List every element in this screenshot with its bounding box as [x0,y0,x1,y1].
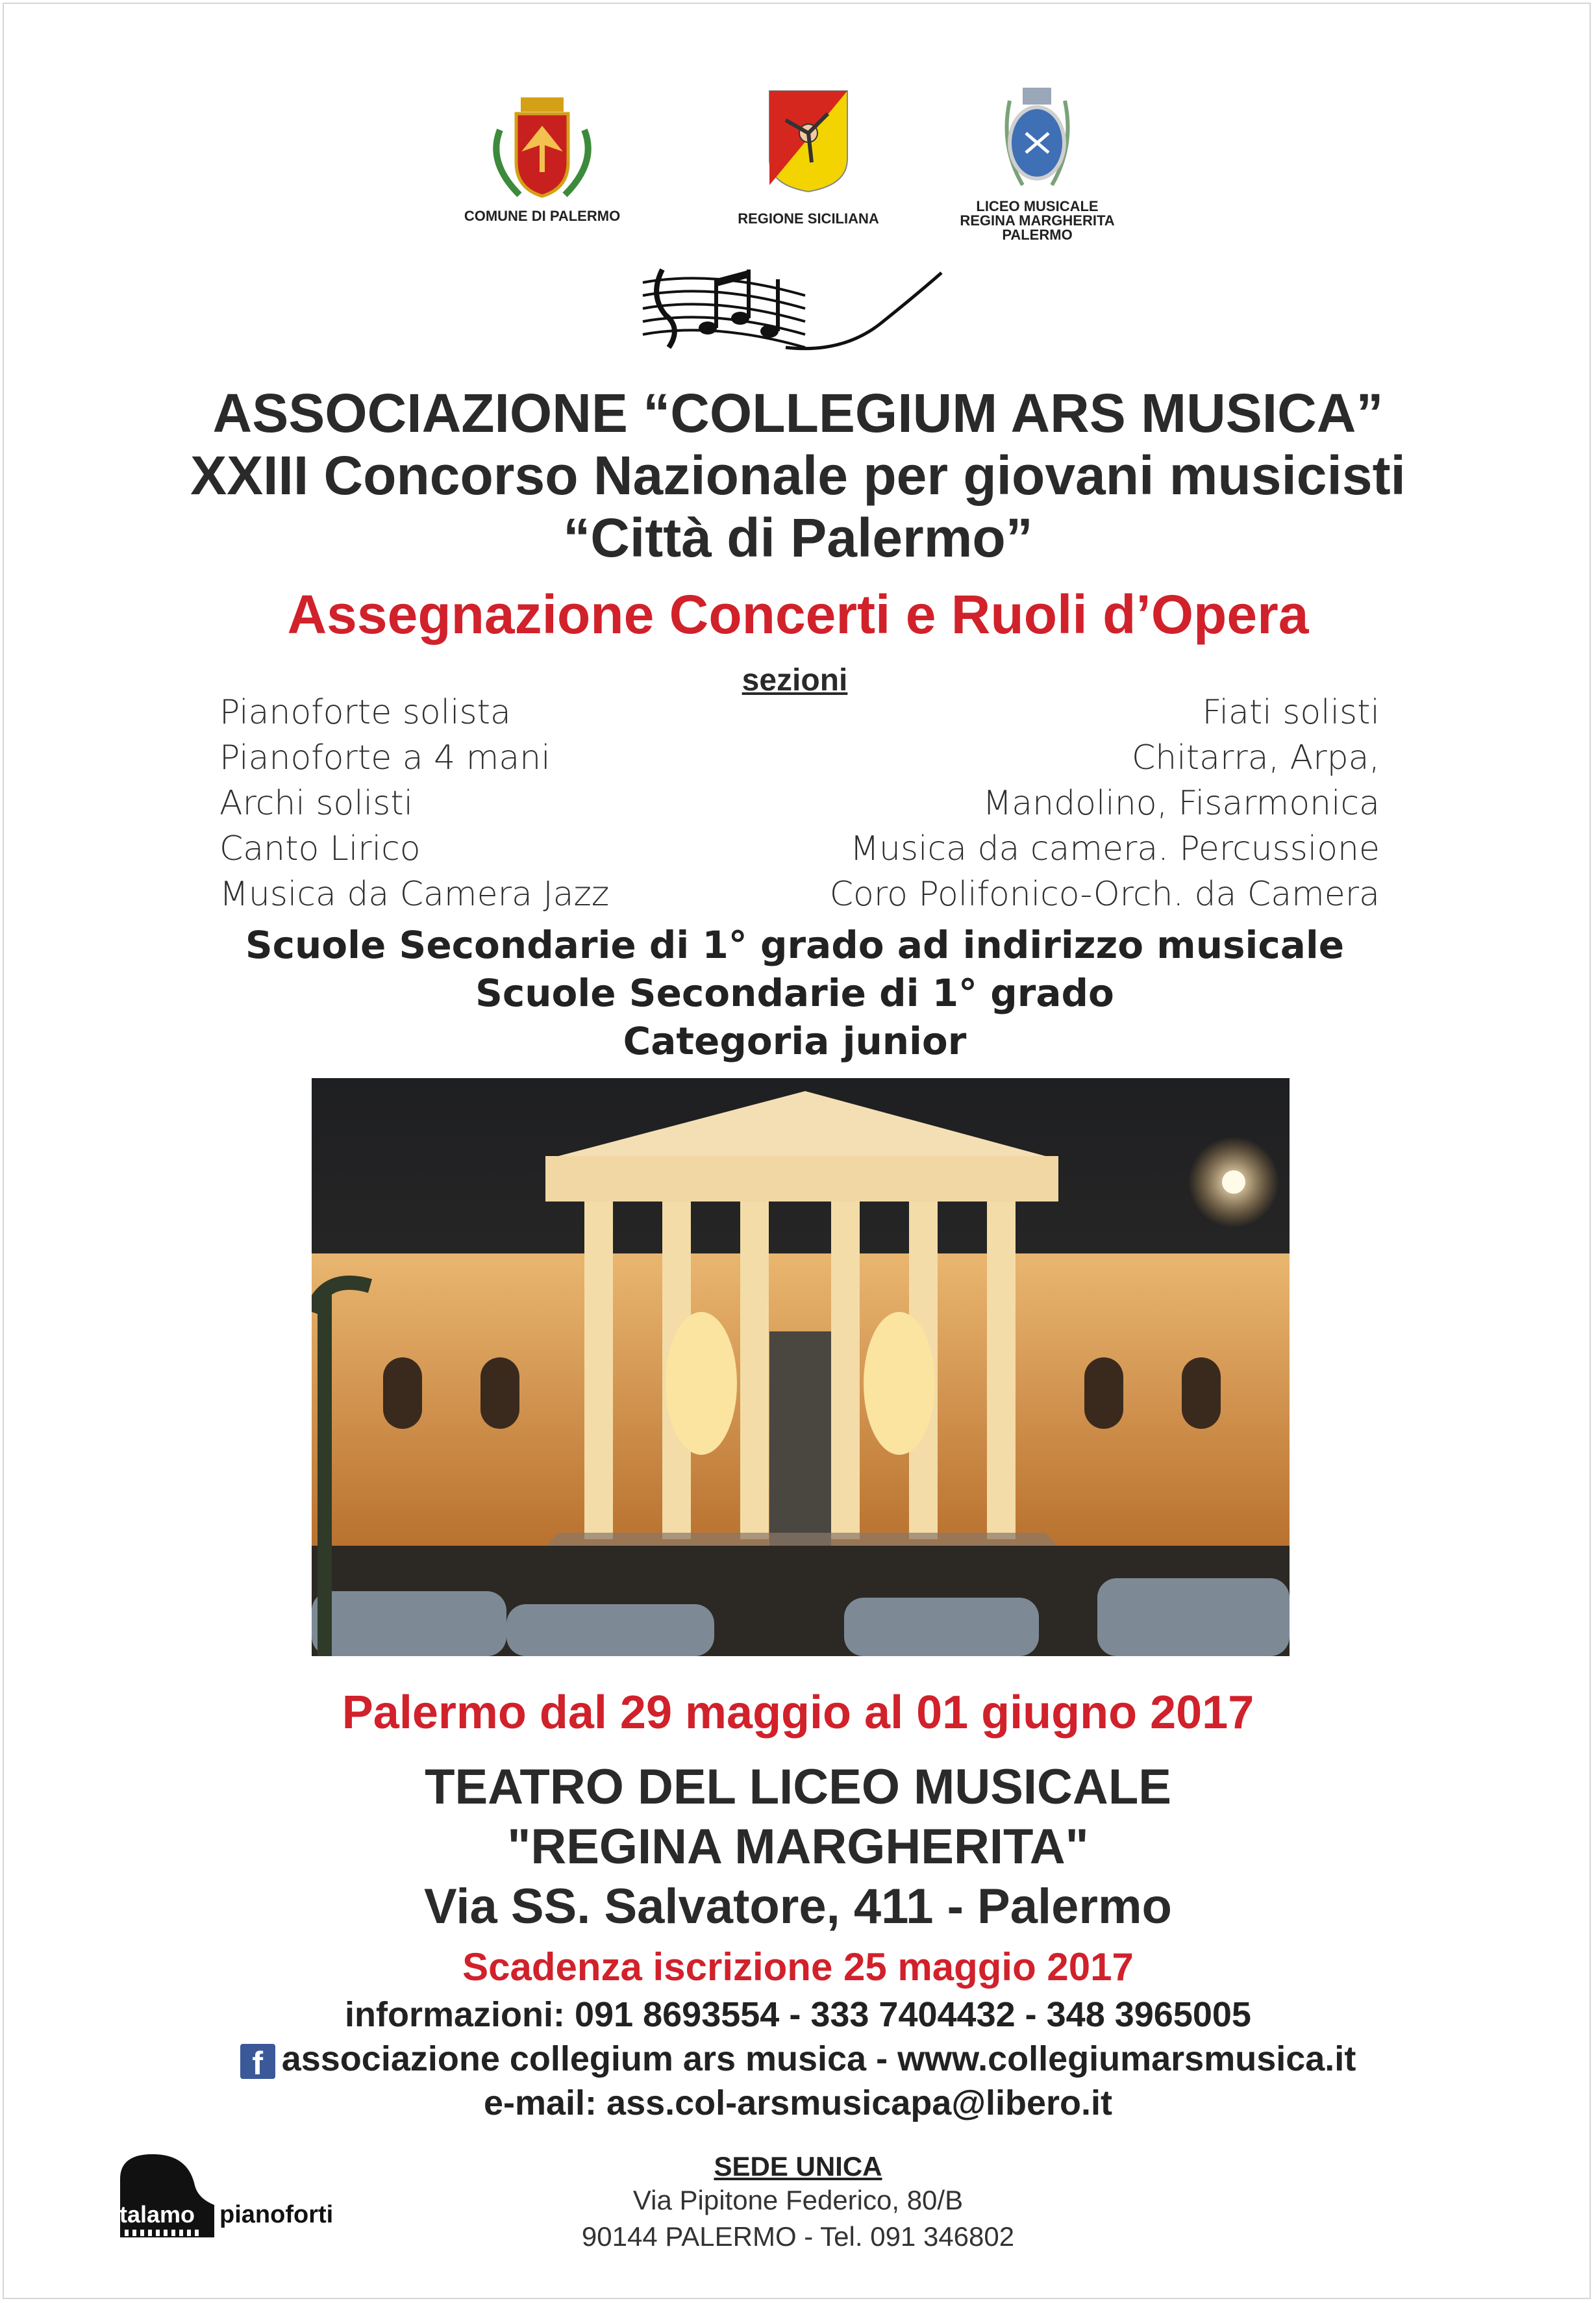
sponsor-suffix: pianoforti [219,2201,334,2228]
sponsor-brand: talamo [119,2201,195,2228]
section-item: Canto Lirico [219,829,421,868]
heading [0,382,1596,569]
schools [0,921,1593,1065]
section-item: Musica da camera. Percussione [850,829,1380,868]
heading-competition: XXIII Concorso Nazionale per giovani musicisti [190,445,1406,506]
contact-email[interactable]: e-mail: ass.col-arsmusicapa@libero.it [483,2083,1113,2122]
subtitle: Assegnazione Concerti e Ruoli d’Opera [287,584,1309,645]
comune-label: COMUNE DI PALERMO [464,208,621,224]
section-item: Pianoforte solista [219,693,511,732]
talamo-pianoforti-logo [117,2146,370,2244]
school-line: Categoria junior [623,1019,967,1063]
sede-city: 90144 PALERMO - Tel. 091 346802 [581,2221,1015,2252]
event-dates: Palermo dal 29 maggio al 01 giugno 2017 [342,1687,1254,1739]
music-notes-logo [636,257,961,360]
section-item: Musica da Camera Jazz [219,875,610,914]
liceo-label-line3: PALERMO [1002,227,1073,243]
school-line: Scuole Secondarie di 1° grado [475,971,1114,1015]
teatro-massimo-photo [312,1078,1290,1656]
venue [0,1757,1596,1937]
liceo-label [935,199,1140,242]
section-item: Mandolino, Fisarmonica [982,784,1380,823]
sede-address: Via Pipitone Federico, 80/B [632,2185,964,2215]
section-item: Coro Polifonico-Orch. da Camera [829,875,1380,914]
facebook-icon[interactable]: f [240,2044,275,2079]
registration-deadline: Scadenza iscrizione 25 maggio 2017 [462,1945,1134,1989]
contact-facebook[interactable]: associazione collegium ars musica - www.collegiumarsmusica.it [281,2039,1356,2078]
section-item: Chitarra, Arpa, [1131,738,1380,777]
section-item: Fiati solisti [1202,693,1380,732]
contact-phones: informazioni: 091 8693554 - 333 7404432 - 348 3965005 [345,1995,1251,2034]
regione-flag-logo [766,88,851,195]
liceo-label-line1: LICEO MUSICALE [976,198,1099,214]
section-item: Archi solisti [219,784,414,823]
contact-facebook-row [0,2037,1596,2081]
heading-city: “Città di Palermo” [563,507,1033,568]
venue-name-2: "REGINA MARGHERITA" [507,1819,1089,1874]
contacts [0,1993,1596,2125]
sections-label: sezioni [742,663,848,698]
liceo-label-line2: REGINA MARGHERITA [960,212,1115,229]
sections-left-list [219,690,804,917]
school-line: Scuole Secondarie di 1° grado ad indirizzo musicale [245,923,1345,967]
heading-association: ASSOCIAZIONE “COLLEGIUM ARS MUSICA” [212,383,1384,444]
venue-address: Via SS. Salvatore, 411 - Palermo [424,1879,1172,1934]
sede-title: SEDE UNICA [714,2151,882,2182]
sections-right-list [792,690,1380,917]
regione-label: REGIONE SICILIANA [738,210,879,227]
comune-crest-logo [480,84,604,208]
venue-name: TEATRO DEL LICEO MUSICALE [425,1759,1171,1815]
section-item: Pianoforte a 4 mani [219,738,551,777]
liceo-crest-logo [997,81,1078,198]
